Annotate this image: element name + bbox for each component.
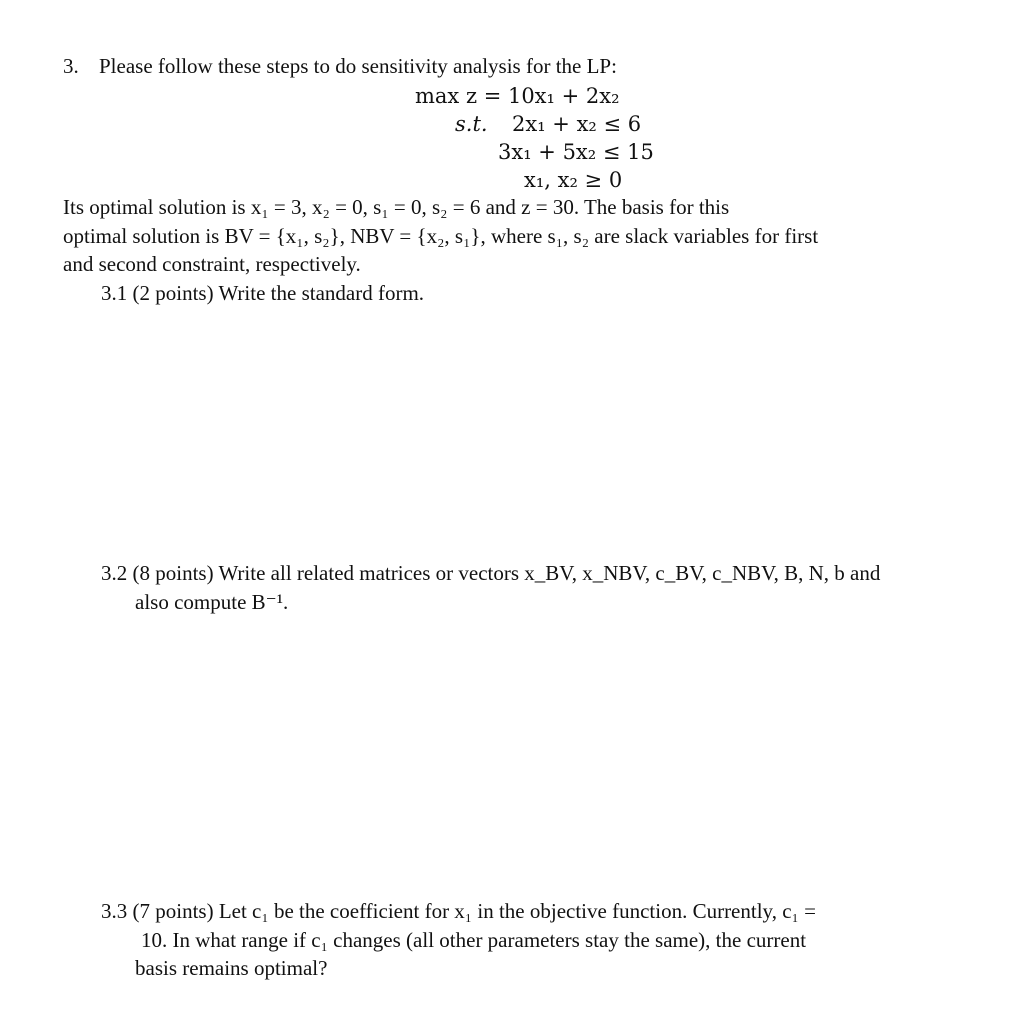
- objective-function: max z = 10x₁ + 2x₂: [415, 84, 620, 108]
- part-3-3-line-1: 3.3 (7 points) Let c₁ be the coefficient for x₁ in the objective function. Currently, c₁ =: [101, 899, 816, 923]
- st-label: s.t.: [455, 112, 488, 136]
- part-3-2-line-1: 3.2 (8 points) Write all related matrices or vectors x_BV, x_NBV, c_BV, c_NBV, B, N, b and: [101, 561, 881, 585]
- part-3-3-line-3: basis remains optimal?: [135, 956, 328, 980]
- constraint-1: 2x₁ + x₂ ≤ 6: [512, 112, 642, 136]
- solution-line-2: optimal solution is BV = {x₁, s₂}, NBV = {x₂, s₁}, where s₁, s₂ are slack variables for first: [63, 224, 819, 248]
- problem-intro: Please follow these steps to do sensitivity analysis for the LP:: [99, 54, 617, 78]
- nonnegativity-constraint: x₁, x₂ ≥ 0: [524, 168, 623, 192]
- problem-number: 3.: [63, 54, 79, 78]
- solution-line-3: and second constraint, respectively.: [63, 252, 361, 276]
- solution-line-1: Its optimal solution is x₁ = 3, x₂ = 0, s₁ = 0, s₂ = 6 and z = 30. The basis for this: [63, 195, 730, 219]
- constraint-2: 3x₁ + 5x₂ ≤ 15: [498, 140, 654, 164]
- part-3-1-text: 3.1 (2 points) Write the standard form.: [101, 281, 425, 305]
- part-3-3-line-2: 10. In what range if c₁ changes (all other parameters stay the same), the current: [141, 928, 807, 952]
- part-3-2-line-2: also compute B⁻¹.: [135, 590, 289, 614]
